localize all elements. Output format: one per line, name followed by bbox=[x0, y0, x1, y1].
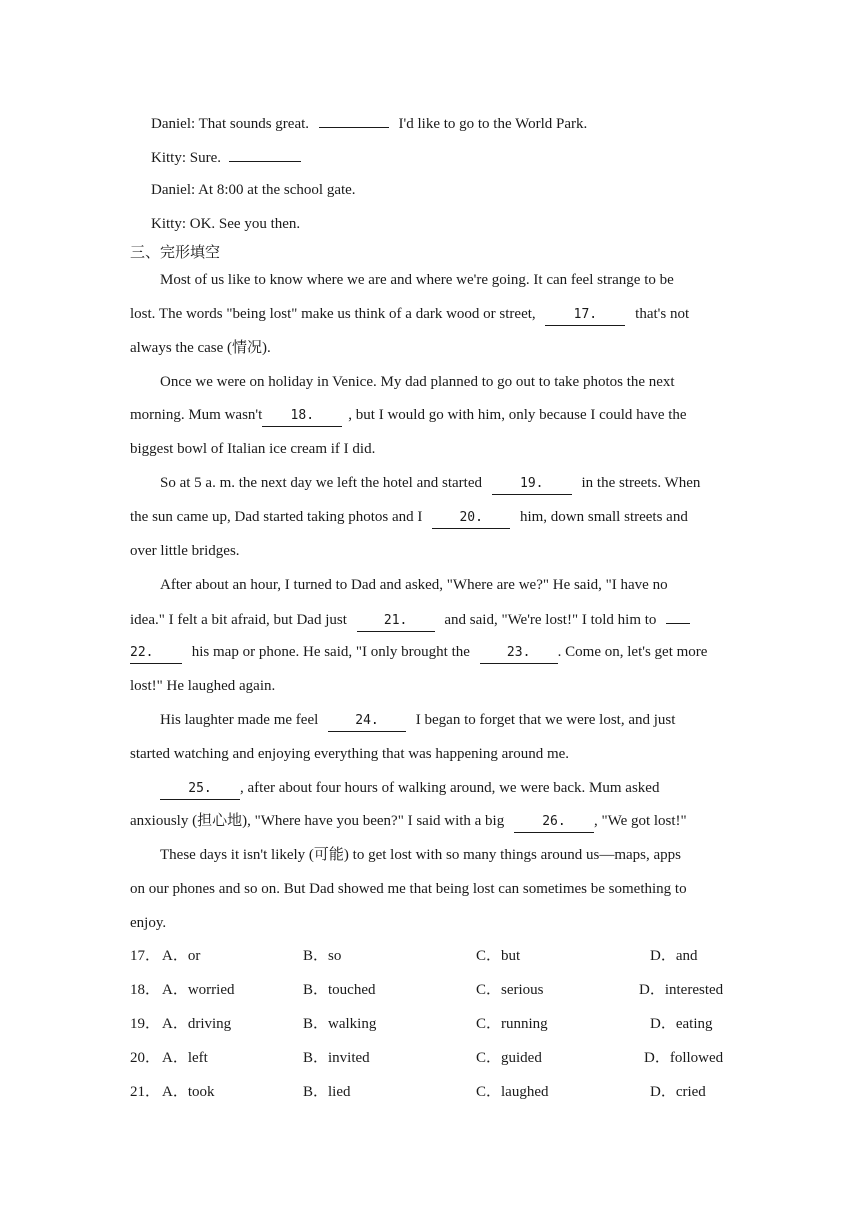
passage-line: over little bridges. bbox=[130, 543, 240, 559]
blank-21[interactable]: 21. bbox=[357, 611, 435, 632]
option-c[interactable]: C．running bbox=[476, 1016, 548, 1032]
option-c[interactable]: C．guided bbox=[476, 1050, 542, 1066]
option-c[interactable]: C．but bbox=[476, 948, 521, 964]
passage-text: , but I would go with him, only because I could have the bbox=[348, 407, 687, 423]
passage-line bbox=[130, 811, 687, 833]
question-number: 17． bbox=[130, 948, 161, 964]
speaker: Kitty: bbox=[151, 150, 187, 166]
dialogue-text: Sure. bbox=[189, 150, 222, 166]
option-a[interactable]: A．took bbox=[162, 1084, 215, 1100]
option-c[interactable]: C．laughed bbox=[476, 1084, 549, 1100]
passage-line bbox=[160, 778, 659, 800]
passage-text: . Come on, let's get more bbox=[557, 644, 708, 660]
option-d[interactable]: D．interested bbox=[639, 982, 724, 998]
option-a[interactable]: A．left bbox=[162, 1050, 208, 1066]
answer-blank[interactable] bbox=[229, 146, 301, 162]
dialogue-text: I'd like to go to the World Park. bbox=[398, 116, 588, 132]
option-b[interactable]: B．lied bbox=[303, 1084, 351, 1100]
passage-text: So at 5 a. m. the next day we left the hotel and started bbox=[160, 475, 482, 491]
passage-line: After about an hour, I turned to Dad and asked, "Where are we?" He said, "I have no bbox=[160, 577, 668, 593]
blank-17[interactable]: 17. bbox=[545, 305, 625, 326]
passage-line: always the case (情况). bbox=[130, 340, 271, 356]
passage-line: on our phones and so on. But Dad showed me that being lost can sometimes be something to bbox=[130, 881, 687, 897]
passage-text: his map or phone. He said, "I only brought the bbox=[191, 644, 470, 660]
dialogue-text: That sounds great. bbox=[198, 116, 310, 132]
passage-text: lost. The words "being lost" make us think of a dark wood or street, bbox=[130, 306, 536, 322]
passage-line bbox=[130, 304, 689, 326]
passage-line: enjoy. bbox=[130, 915, 167, 931]
passage-text: morning. Mum wasn't bbox=[130, 407, 263, 423]
option-d[interactable]: D．cried bbox=[650, 1084, 706, 1100]
dialogue-text: OK. See you then. bbox=[189, 216, 301, 232]
passage-line bbox=[130, 405, 687, 427]
passage-line bbox=[160, 710, 675, 732]
option-d[interactable]: D．followed bbox=[644, 1050, 724, 1066]
blank-22-start[interactable] bbox=[666, 608, 690, 624]
answer-blank[interactable] bbox=[319, 112, 389, 128]
speaker: Daniel: bbox=[151, 182, 196, 198]
passage-line bbox=[130, 608, 690, 632]
option-b[interactable]: B．walking bbox=[303, 1016, 377, 1032]
question-number: 19． bbox=[130, 1016, 161, 1032]
passage-line bbox=[130, 507, 688, 529]
blank-26[interactable]: 26. bbox=[514, 812, 594, 833]
option-a[interactable]: A．worried bbox=[162, 982, 235, 998]
passage-text: idea." I felt a bit afraid, but Dad just bbox=[130, 612, 347, 628]
option-d[interactable]: D．eating bbox=[650, 1016, 713, 1032]
blank-22[interactable]: 22. bbox=[130, 643, 182, 664]
passage-text: anxiously (担心地), "Where have you been?" I said with a big bbox=[130, 813, 505, 829]
passage-text: His laughter made me feel bbox=[160, 712, 319, 728]
blank-23[interactable]: 23. bbox=[480, 643, 558, 664]
section-title: 三、完形填空 bbox=[130, 243, 221, 261]
dialogue-line bbox=[151, 146, 301, 168]
speaker: Daniel: bbox=[151, 116, 196, 132]
option-a[interactable]: A．driving bbox=[162, 1016, 232, 1032]
passage-text: , "We got lost!" bbox=[593, 813, 687, 829]
passage-line bbox=[130, 642, 707, 664]
option-c[interactable]: C．serious bbox=[476, 982, 544, 998]
dialogue-line bbox=[151, 180, 356, 200]
dialogue-line bbox=[151, 214, 300, 234]
passage-text: I began to forget that we were lost, and just bbox=[415, 712, 676, 728]
question-number: 18． bbox=[130, 982, 161, 998]
passage-line bbox=[160, 473, 700, 495]
passage-text: him, down small streets and bbox=[519, 509, 688, 525]
blank-25[interactable]: 25. bbox=[160, 779, 240, 800]
speaker: Kitty: bbox=[151, 216, 187, 232]
passage-text: , after about four hours of walking around, we were back. Mum asked bbox=[240, 780, 660, 796]
passage-line: biggest bowl of Italian ice cream if I did. bbox=[130, 441, 376, 457]
passage-line: These days it isn't likely (可能) to get lost with so many things around us—maps, apps bbox=[160, 847, 681, 863]
passage-line: Most of us like to know where we are and where we're going. It can feel strange to be bbox=[160, 272, 674, 288]
option-b[interactable]: B．so bbox=[303, 948, 342, 964]
passage-text: and said, "We're lost!" I told him to bbox=[444, 612, 657, 628]
passage-text: that's not bbox=[635, 306, 690, 322]
passage-line: Once we were on holiday in Venice. My dad planned to go out to take photos the next bbox=[160, 374, 675, 390]
dialogue-text: At 8:00 at the school gate. bbox=[198, 182, 356, 198]
question-number: 21． bbox=[130, 1084, 161, 1100]
question-number: 20． bbox=[130, 1050, 161, 1066]
passage-line: started watching and enjoying everything that was happening around me. bbox=[130, 746, 570, 762]
blank-18[interactable]: 18. bbox=[262, 406, 342, 427]
dialogue-line bbox=[151, 112, 587, 134]
option-d[interactable]: D．and bbox=[650, 948, 698, 964]
option-a[interactable]: A．or bbox=[162, 948, 201, 964]
blank-24[interactable]: 24. bbox=[328, 711, 406, 732]
passage-text: the sun came up, Dad started taking photos and I bbox=[130, 509, 423, 525]
option-b[interactable]: B．touched bbox=[303, 982, 376, 998]
blank-20[interactable]: 20. bbox=[432, 508, 510, 529]
blank-19[interactable]: 19. bbox=[492, 474, 572, 495]
passage-text: in the streets. When bbox=[581, 475, 701, 491]
option-b[interactable]: B．invited bbox=[303, 1050, 370, 1066]
passage-line: lost!" He laughed again. bbox=[130, 678, 276, 694]
